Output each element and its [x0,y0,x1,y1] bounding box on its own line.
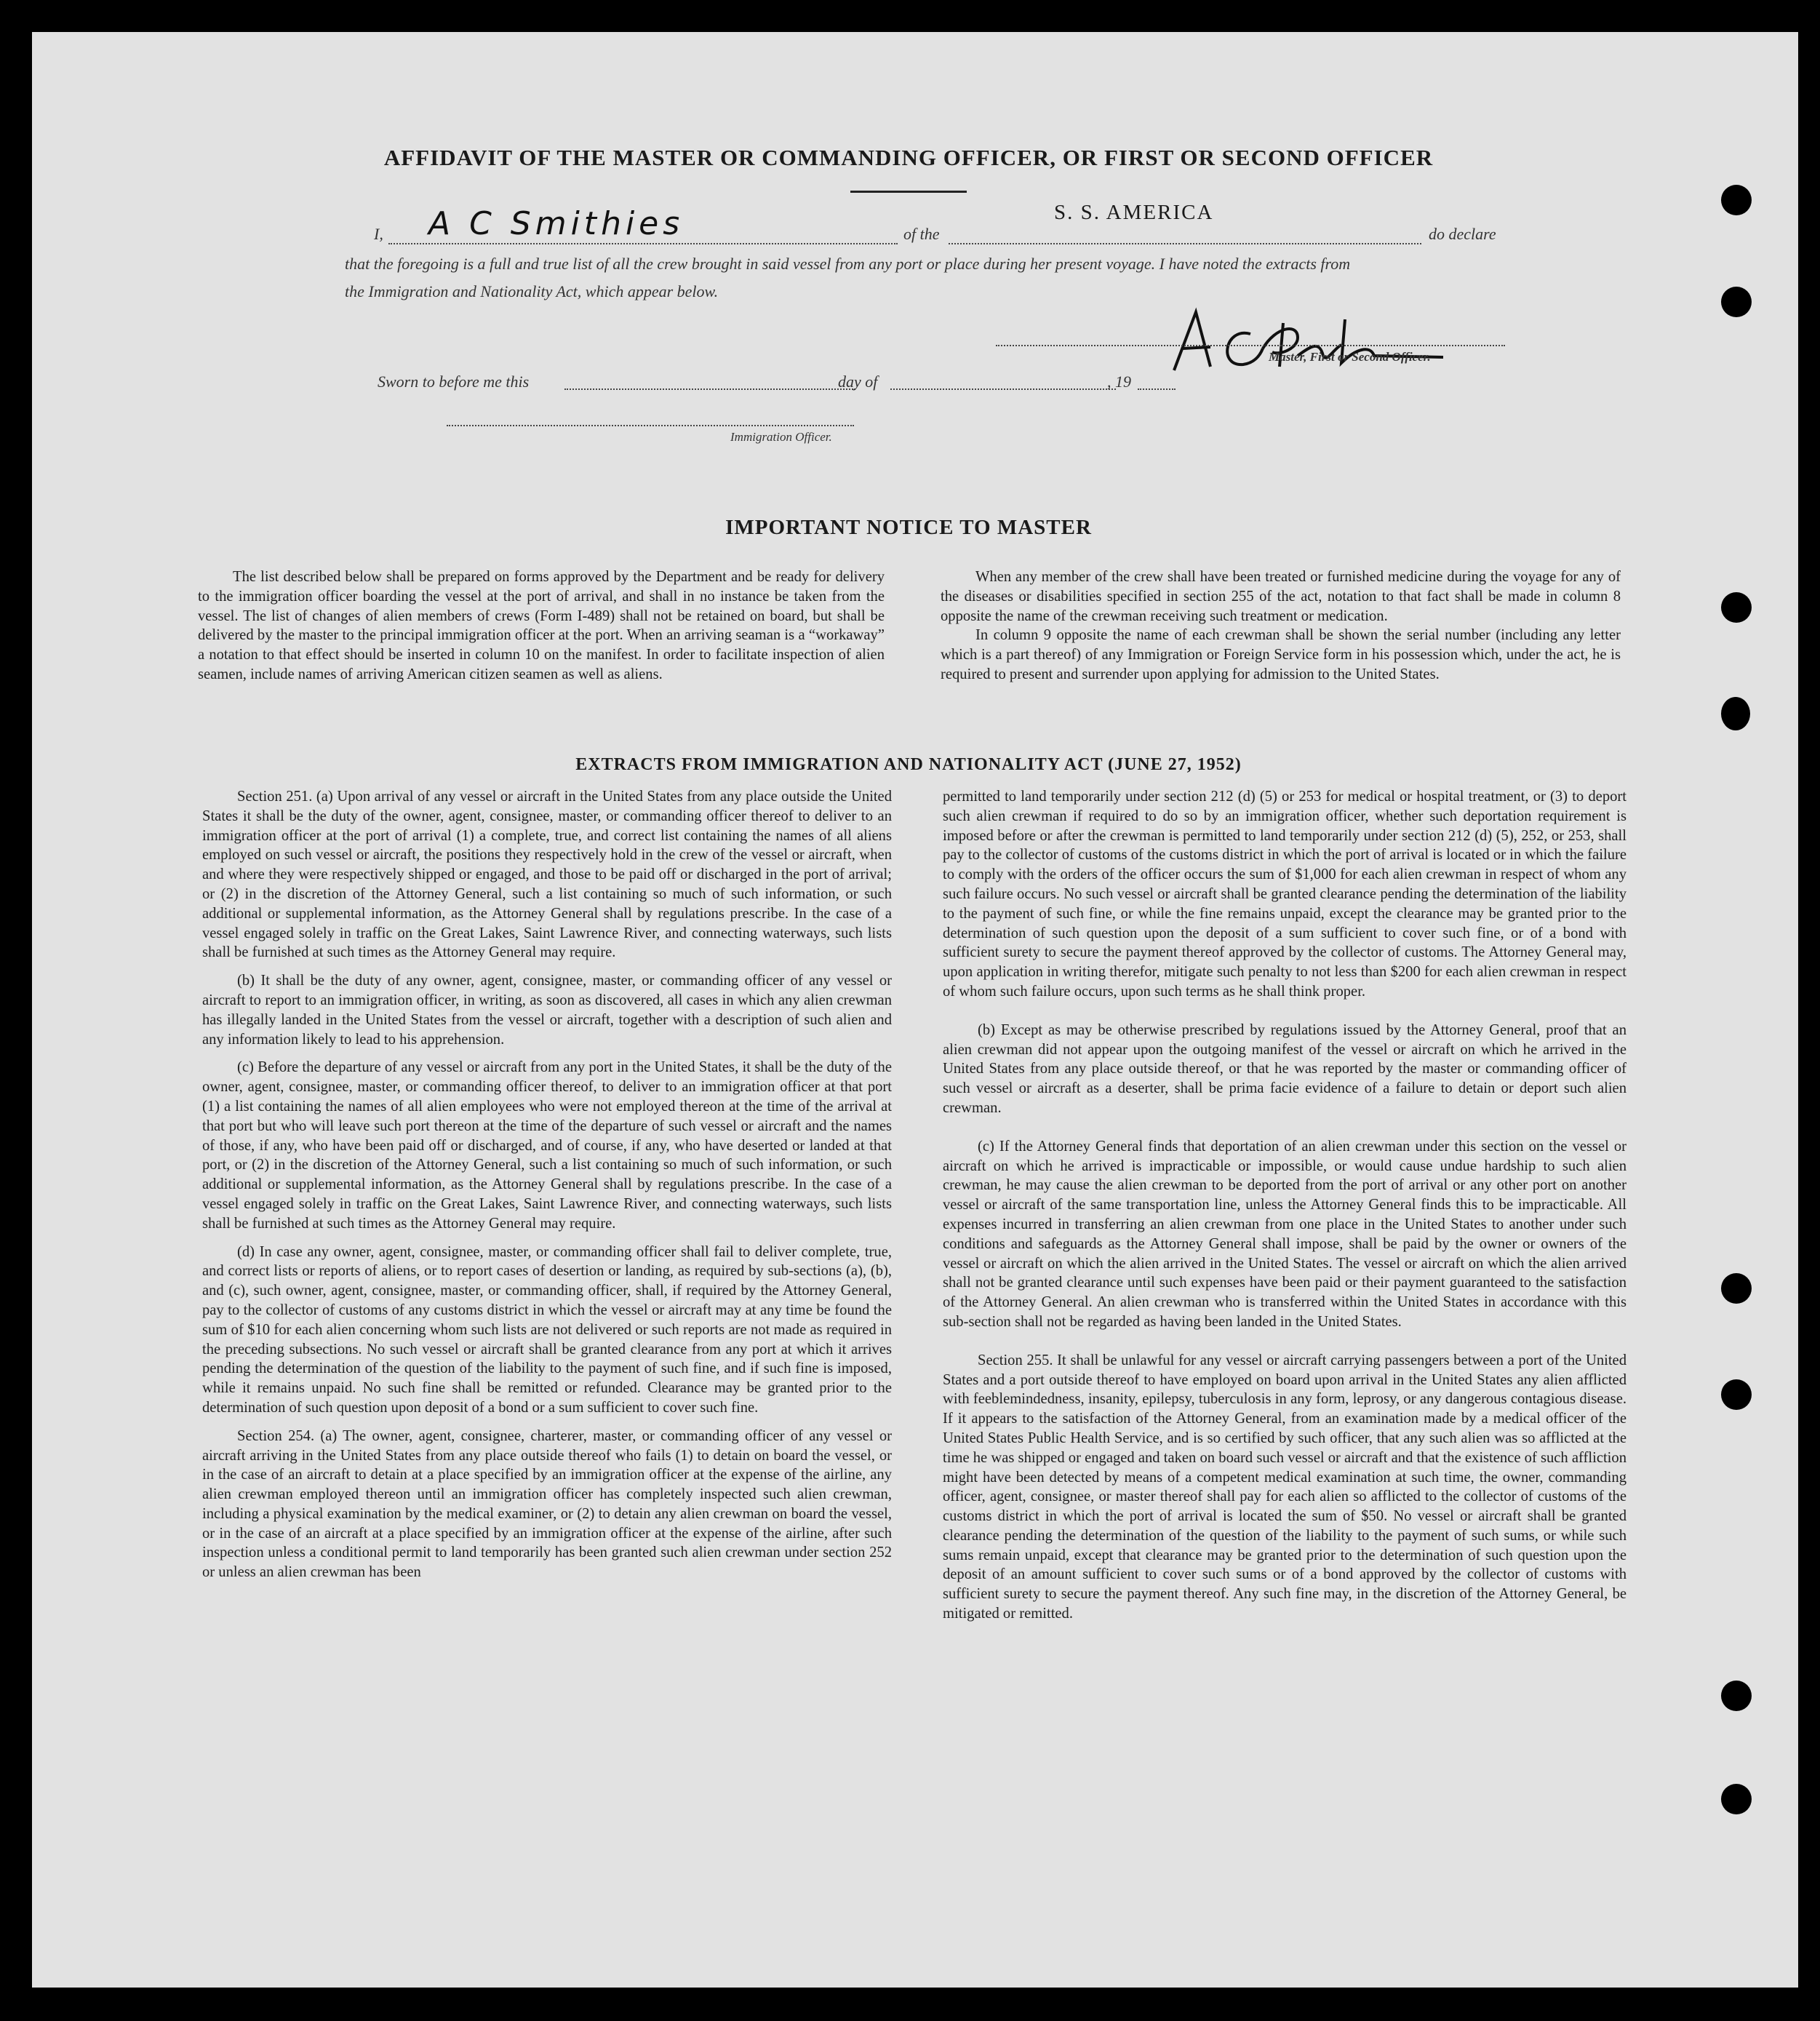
day-of-label: day of [838,372,878,391]
do-declare-label: do declare [1429,225,1496,243]
immigration-officer-line [447,425,854,426]
extracts-left-column [202,787,892,1582]
document-sheet [32,32,1798,1988]
officer-name-line [388,243,898,244]
section-254-a-continued: permitted to land temporarily under section 212 (d) (5) or 253 for medical or hospital treatment, or (3) to deport such alien crewman if required to do so by an immigration officer, whether such deportation requirement is imposed before or after the crewman is permitted to land temporarily under section 212 (d) (5), 252, or 253, shall pay to the collector of customs of the customs district in which the port of arrival is located or in which the failure to comply with the orders of the officer occurs the sum of $1,000 for each alien crewman in respect of whom any such failure occurs. No such vessel or aircraft shall be granted clearance pending the determination of the liability to the payment of such fine, or while the fine remains unpaid, except the clearance may be granted prior to the determination of such question upon the deposit of a sum sufficient to cover such fine, or of a bond with sufficient surety to secure the payment thereof approved by the collector of customs. The Attorney General may, upon application in writing therefor, mitigate such penalty to not less than $200 for each alien crewman in respect of whom such failure occurs, upon such terms as he shall think proper. [943,789,1627,1000]
extracts-title: EXTRACTS FROM IMMIGRATION AND NATIONALITY ACT (JUNE 27, 1952) [575,755,1242,774]
punch-hole [1721,592,1752,623]
declaration-statement-line-1: that the foregoing is a full and true list of all the crew brought in said vessel from any port or place during her present voyage. I have noted the extracts from [345,255,1351,273]
notice-title: IMPORTANT NOTICE TO MASTER [725,516,1092,539]
i-label: I, [374,225,383,243]
section-251-a: Section 251. (a) Upon arrival of any vessel or aircraft in the United States from any place outside the United States it shall be the duty of the owner, agent, consignee, master, or commanding officer thereof to deliver to an immigration officer at the port of arrival (1) a complete, true, and correct list containing the names of all aliens employed on such vessel or aircraft, the positions they respectively hold in the crew of the vessel or aircraft, when and where they were respectively shipped or engaged, and those to be paid off or discharged in the port of arrival; or (2) in the discretion of the Attorney General, such a list containing so much of such information, or such additional or supplemental information, as the Attorney General shall by regulations prescribe. In the case of a vessel engaged solely in traffic on the Great Lakes, Saint Lawrence River, and connecting waterways, such lists shall be furnished at such times as the Attorney General may require. [202,789,892,961]
ship-name: S. S. AMERICA [1054,201,1214,224]
sworn-label: Sworn to before me this [378,372,530,391]
punch-hole [1721,1273,1752,1304]
notice-right-column [941,567,1621,685]
notice-right-paragraph-1: When any member of the crew shall have been treated or furnished medicine during the voyage for any of the diseases or disabilities specified in section 255 of the act, notation to that fact shall be made in column 8 opposite the name of the crewman receiving such treatment or medication. [941,569,1621,624]
punch-hole [1721,287,1752,317]
officer-name-handwritten: A C Smithies [428,205,685,242]
vessel-line [949,243,1421,244]
punch-hole [1721,1379,1752,1410]
notice-left-column [198,567,885,685]
sworn-month-line [890,388,1116,390]
section-251-b: (b) It shall be the duty of any owner, agent, consignee, master, or commanding officer of any vessel or aircraft to report to an immigration officer, in writing, as soon as discovered, all cases in which any alien crewman has illegally landed in the United States from the vessel or aircraft, together with a description of such alien and any information likely to lead to his apprehension. [202,973,892,1048]
sworn-year-line [1138,388,1176,390]
year-label: , 19 [1107,372,1131,391]
declaration-statement-line-2: the Immigration and Nationality Act, which appear below. [345,282,719,300]
affidavit-title: AFFIDAVIT OF THE MASTER OR COMMANDING OFFICER, OR FIRST OR SECOND OFFICER [383,145,1434,170]
punch-hole [1721,697,1750,730]
extracts-right-column [943,787,1627,1624]
section-254-c: (c) If the Attorney General finds that deportation of an alien crewman under this section on the vessel or aircraft on which he arrived is impracticable or impossible, or would cause undue hardship to such alien crewman, he may cause the alien crewman to be deported from the port of arrival or any other port on another vessel or aircraft of the same transportation line, unless the Attorney General finds this to be impracticable. All expenses incurred in transferring an alien crewman from one place in the United States to another under such conditions and safeguards as the Attorney General shall impose, shall be paid by the owner or owners of the vessel or aircraft on which the alien arrived in the United States. The vessel or aircraft on which the alien arrived shall not be granted clearance until such expenses have been paid or their payment guaranteed to the satisfaction of the Attorney General. An alien crewman who is transferred within the United States in accordance with this sub-section shall not be regarded as having been landed in the United States. [943,1138,1627,1330]
punch-hole [1721,1681,1752,1711]
punch-hole [1721,185,1752,215]
section-254-a: Section 254. (a) The owner, agent, consignee, charterer, master, or commanding officer of any vessel or aircraft arriving in the United States from any place outside thereof who fails (1) to detain on board the vessel, or in the case of an aircraft to detain at a place specified by an immigration officer at the expense of the airline, any alien crewman employed thereon until an immigration officer has completely inspected such alien crewman, including a physical examination by the medical examiner, or (2) to detain any alien crewman on board the vessel, or in the case of an aircraft at a place specified by an immigration officer at the expense of the airline, after such inspection unless a conditional permit to land temporarily has been granted such alien crewman under section 252 or unless an alien crewman has been [202,1427,892,1581]
punch-hole [1721,1784,1752,1814]
notice-right-paragraph-2: In column 9 opposite the name of each crewman shall be shown the serial number (including any letter which is a part thereof) of any Immigration or Foreign Service form in his possession which, under the act, he is required to present and surrender upon applying for admission to the United States. [941,627,1621,682]
section-255: Section 255. It shall be unlawful for any vessel or aircraft carrying passengers between a port of the United States and a port outside thereof to have employed on board upon arrival in the United States any alien afflicted with feeblemindedness, insanity, epilepsy, tuberculosis in any form, leprosy, or any dangerous contagious disease. If it appears to the satisfaction of the Attorney General, from an examination made by a medical officer of the United States Public Health Service, and is so certified by such officer, that any such alien was so afflicted at the time he was shipped or engaged and taken on board such vessel or aircraft and that the existence of such affliction might have been detected by means of a competent medical examination at such time, the owner, commanding officer, agent, consignee, or master thereof shall pay for each alien so afflicted to the collector of customs of the customs district in which the port of arrival is located the sum of $50. No vessel or aircraft shall be granted clearance pending the determination of the question of the liability to the payment of such sums, or while such sums remain unpaid, except that clearance may be granted prior to the determination of such question upon the deposit of an amount sufficient to cover such sums or of a bond approved by the collector of customs with sufficient surety to secure the payment thereof. Any such fine may, in the discretion of the Attorney General, be mitigated or remitted. [943,1352,1627,1622]
signature-drawing [992,305,1501,378]
signature-caption: Master, First or Second Officer. [1269,350,1431,364]
section-251-c: (c) Before the departure of any vessel or aircraft from any port in the United States, it shall be the duty of the owner, agent, consignee, master, or commanding officer thereof, to deliver to an immigration officer at that port (1) a list containing the names of all alien employees who were not employed thereon at the time of the arrival at that port but who will leave such port thereon at the time of the departure of such vessel or aircraft and the names of those, if any, who have been paid off or discharged, and of course, if any, who have deserted or landed at that port, or (2) in the discretion of the Attorney General, such a list containing so much of such information, or such additional or supplemental information, as the Attorney General shall by regulations prescribe. In the case of a vessel engaged solely in traffic on the Great Lakes, Saint Lawrence River, and connecting waterways, such lists shall be furnished at such times as the Attorney General may require. [202,1059,892,1232]
immigration-officer-caption: Immigration Officer. [730,430,832,444]
signature [992,305,1501,378]
signature-line [996,345,1505,346]
of-the-label: of the [903,225,940,243]
title-underline [850,191,967,193]
section-251-d: (d) In case any owner, agent, consignee, master, or commanding officer shall fail to deliver complete, true, and correct lists or reports of aliens, or to report cases of desertion or landing, as required by sub-sections (a), (b), and (c), such owner, agent, consignee, master, or commanding officer, shall, if required by the Attorney General, pay to the collector of customs of any customs district in which the vessel or aircraft may at any time be found the sum of $10 for each alien concerning whom such lists are not delivered or such reports are not made as required in the preceding subsections. No such vessel or aircraft shall be granted clearance from any port at which it arrives pending the determination of the question of the liability to the payment of such fine, and if such fine is imposed, while it remains unpaid. No such fine shall be remitted or refunded. Clearance may be granted prior to the determination of such question upon deposit of a bond or a sum sufficient to cover such fine. [202,1243,892,1416]
notice-left-paragraph: The list described below shall be prepared on forms approved by the Department and be ready for delivery to the immigration officer boarding the vessel at the port of arrival, and shall in no instance be taken from the vessel. The list of changes of alien members of crews (Form I-489) shall not be retained on board, but shall be delivered by the master to the principal immigration officer at the port. When an arriving seaman is a “workaway” a notation to that effect should be inserted in column 10 on the manifest. In order to facilitate inspection of alien seamen, include names of arriving American citizen seamen as well as aliens. [198,569,885,682]
section-254-b: (b) Except as may be otherwise prescribed by regulations issued by the Attorney General, proof that an alien crewman did not appear upon the outgoing manifest of the vessel or aircraft on which he arrived in the United States from any place outside thereof, or that he was reported by the master or commanding officer of such vessel or aircraft as a deserter, shall be prima facie evidence of a failure to detain or deport such alien crewman. [943,1021,1627,1116]
sworn-day-line [564,388,855,390]
